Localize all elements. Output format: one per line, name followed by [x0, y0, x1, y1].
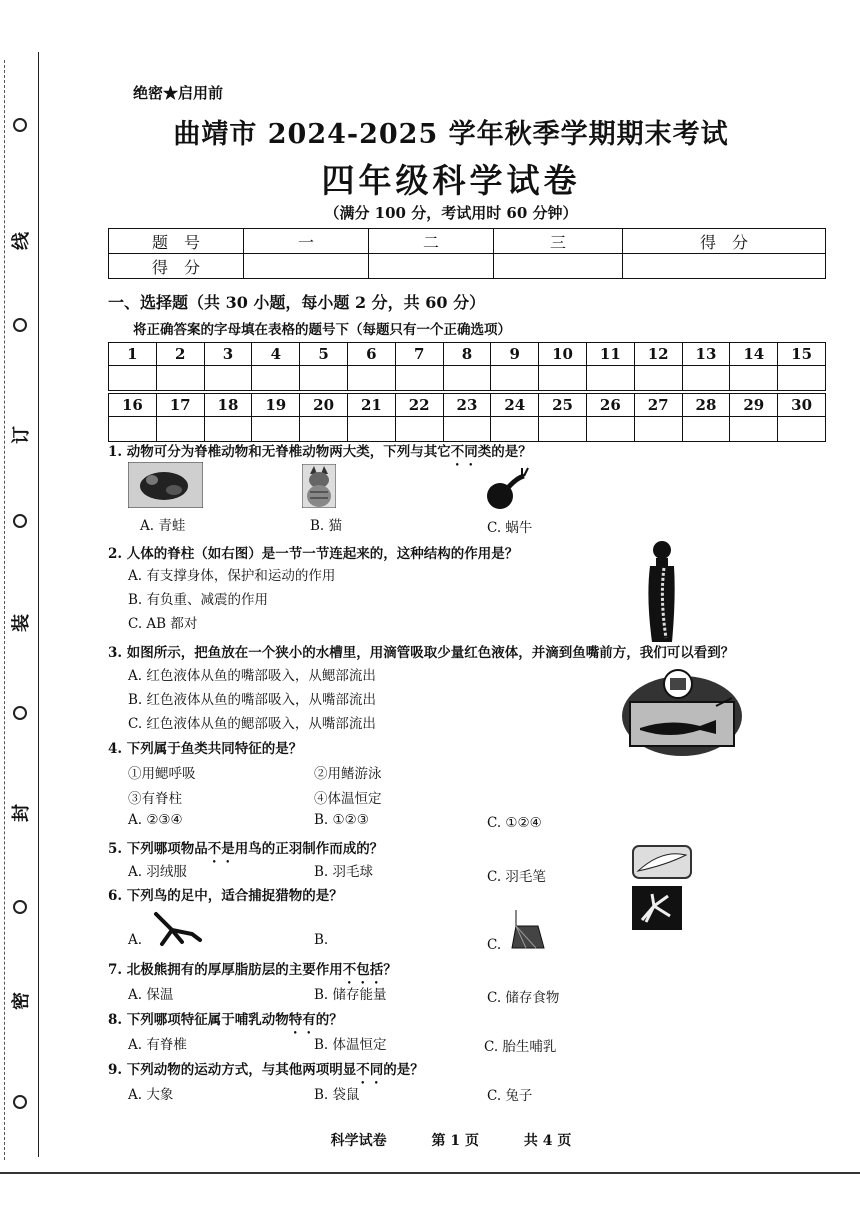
score-header-cell: 得 分 [623, 229, 826, 254]
option-b: B. 储存能量 [314, 987, 387, 1003]
cat-image [302, 464, 336, 508]
question-2: 2. 人体的脊柱（如右图）是一节一节连起来的，这种结构的作用是？ [108, 546, 519, 562]
option-a: A. 保温 [128, 987, 174, 1003]
answer-cell[interactable] [586, 417, 634, 442]
question-text: 8. 下列哪项特征属于哺乳动物 [108, 1012, 289, 1028]
answer-number: 30 [778, 394, 826, 417]
footer-subject: 科学试卷 [330, 1133, 387, 1149]
answer-cell[interactable] [586, 366, 634, 391]
binding-hole-icon [13, 900, 27, 914]
binding-hole-icon [13, 706, 27, 720]
answer-number: 28 [682, 394, 730, 417]
exam-title: 曲靖市 2024-2025 学年秋季学期期末考试 [173, 119, 729, 150]
option-c: C. 胎生哺乳 [484, 1039, 557, 1055]
score-cell[interactable] [369, 254, 494, 279]
answer-number: 18 [204, 394, 252, 417]
option-c: C. [487, 937, 502, 953]
question-text: 1. 动物可分为脊椎动物和无脊椎动物两大类，下列与其它 [108, 444, 451, 460]
question-text: 9. 下列动物的运动方式，与其他两项明显 [108, 1062, 357, 1078]
option-b: B. 体温恒定 [314, 1037, 387, 1053]
exam-subtitle: 四年级科学试卷 [321, 161, 581, 200]
answer-number: 17 [156, 394, 204, 417]
score-header-cell: 题 号 [109, 229, 244, 254]
option-a: A. ②③④ [128, 812, 183, 828]
answer-number: 9 [491, 343, 539, 366]
bird-claw-image-b [632, 886, 682, 930]
score-header-cell: 一 [244, 229, 369, 254]
option-a: A. 羽绒服 [128, 864, 187, 880]
answer-cell[interactable] [204, 366, 252, 391]
option-b: B. 羽毛球 [314, 864, 374, 880]
binding-hole-icon [13, 1095, 27, 1109]
snail-image [484, 466, 532, 512]
answer-number: 10 [539, 343, 587, 366]
score-header-cell: 三 [494, 229, 623, 254]
page-footer [0, 1130, 860, 1150]
answer-number: 4 [252, 343, 300, 366]
answer-number: 2 [156, 343, 204, 366]
answer-cell[interactable] [252, 366, 300, 391]
frog-image [128, 462, 203, 508]
emphasis-text: 特有 [288, 1012, 316, 1028]
statement-3: ③有脊柱 [128, 791, 182, 807]
option-b: B. 红色液体从鱼的嘴部吸入，从嘴部流出 [128, 692, 377, 708]
answer-cell[interactable] [491, 366, 539, 391]
emphasis-text: 不同 [356, 1062, 384, 1078]
option-a: A. 有脊椎 [128, 1037, 187, 1053]
answer-number: 19 [252, 394, 300, 417]
answer-cell[interactable] [204, 417, 252, 442]
option-b: B. 有负重、减震的作用 [128, 592, 269, 608]
answer-number: 6 [347, 343, 395, 366]
question-text: 的？ [315, 1012, 343, 1028]
statement-1: ①用鳃呼吸 [128, 766, 196, 782]
score-cell[interactable] [623, 254, 826, 279]
question-3: 3. 如图所示，把鱼放在一个狭小的水槽里，用滴管吸取少量红色液体，并滴到鱼嘴前方，我们可以看到？ [108, 645, 735, 661]
option-b: B. 猫 [310, 518, 343, 534]
question-text: 的是？ [383, 1062, 424, 1078]
margin-label: 订 [11, 426, 29, 447]
option-a: A. 有支撑身体，保护和运动的作用 [128, 568, 336, 584]
option-c: C. 储存食物 [487, 990, 560, 1006]
answer-cell[interactable] [395, 366, 443, 391]
answer-cell[interactable] [491, 417, 539, 442]
answer-cell[interactable] [682, 417, 730, 442]
answer-number: 8 [443, 343, 491, 366]
question-text: 用鸟的正羽制作而成的？ [234, 841, 384, 857]
footer-total: 共 4 页 [523, 1133, 572, 1149]
confidential-mark: 绝密★启用前 [133, 84, 224, 102]
binding-hole-icon [13, 514, 27, 528]
emphasis-text: 不同 [450, 444, 478, 460]
exam-note: （满分 100 分，考试用时 60 分钟） [324, 204, 578, 222]
answer-number: 20 [300, 394, 348, 417]
answer-cell[interactable] [778, 417, 826, 442]
emphasis-text: 不包括 [342, 962, 384, 978]
statement-2: ②用鳍游泳 [314, 766, 382, 782]
answer-number: 23 [443, 394, 491, 417]
answer-table [108, 342, 826, 442]
answer-cell[interactable] [109, 417, 157, 442]
bottom-rule [0, 1172, 860, 1174]
answer-cell[interactable] [539, 417, 587, 442]
answer-number: 14 [730, 343, 778, 366]
margin-label: 装 [11, 614, 29, 635]
binding-dashed-line [4, 60, 5, 1160]
option-c: C. ①②④ [487, 815, 542, 831]
answer-number: 21 [347, 394, 395, 417]
option-b: B. [314, 932, 329, 948]
question-text: 7. 北极熊拥有的厚厚脂肪层的主要作用 [108, 962, 343, 978]
question-text: 类的是？ [477, 444, 532, 460]
option-b: B. ①②③ [314, 812, 369, 828]
margin-label: 密 [11, 992, 29, 1013]
question-text: ？ [383, 962, 397, 978]
option-b: B. 袋鼠 [314, 1087, 360, 1103]
answer-cell[interactable] [539, 366, 587, 391]
answer-cell[interactable] [300, 366, 348, 391]
option-a: A. 红色液体从鱼的嘴部吸入，从鳃部流出 [128, 668, 376, 684]
question-6: 6. 下列鸟的足中，适合捕捉猎物的是？ [108, 888, 343, 904]
footer-page: 第 1 页 [431, 1133, 479, 1149]
answer-number: 3 [204, 343, 252, 366]
option-c: C. 兔子 [487, 1088, 533, 1104]
answer-number: 15 [778, 343, 826, 366]
answer-cell[interactable] [395, 417, 443, 442]
answer-number: 16 [109, 394, 157, 417]
option-c: C. AB 都对 [128, 616, 198, 632]
answer-cell[interactable] [252, 417, 300, 442]
webbed-foot-image [508, 908, 550, 952]
option-a: A. 青蛙 [140, 518, 186, 534]
answer-number: 7 [395, 343, 443, 366]
answer-cell[interactable] [634, 417, 682, 442]
margin-label: 封 [11, 804, 29, 825]
statement-4: ④体温恒定 [314, 791, 382, 807]
answer-number: 27 [634, 394, 682, 417]
question-text: 5. 下列哪项物品 [108, 841, 208, 857]
answer-cell[interactable] [300, 417, 348, 442]
answer-number: 11 [586, 343, 634, 366]
answer-number: 12 [634, 343, 682, 366]
option-c: C. 红色液体从鱼的鳃部吸入，从嘴部流出 [128, 716, 376, 732]
emphasis-text: 不是 [207, 841, 235, 857]
score-cell[interactable] [244, 254, 369, 279]
option-a: A. [128, 932, 143, 948]
answer-number: 1 [109, 343, 157, 366]
answer-cell[interactable] [443, 366, 491, 391]
score-header-cell: 二 [369, 229, 494, 254]
spine-image [640, 538, 684, 646]
answer-cell[interactable] [109, 366, 157, 391]
answer-cell[interactable] [347, 366, 395, 391]
question-4: 4. 下列属于鱼类共同特征的是？ [108, 741, 303, 757]
answer-cell[interactable] [730, 417, 778, 442]
score-table [108, 228, 826, 279]
binding-hole-icon [13, 318, 27, 332]
eagle-claw-image [152, 910, 204, 948]
option-c: C. 蜗牛 [487, 520, 533, 536]
answer-number: 29 [730, 394, 778, 417]
answer-cell[interactable] [443, 417, 491, 442]
answer-number: 5 [300, 343, 348, 366]
option-a: A. 大象 [128, 1087, 174, 1103]
answer-cell[interactable] [730, 366, 778, 391]
answer-cell[interactable] [156, 417, 204, 442]
answer-number: 24 [491, 394, 539, 417]
answer-cell[interactable] [634, 366, 682, 391]
answer-number: 13 [682, 343, 730, 366]
fish-tank-image [620, 668, 745, 758]
answer-cell[interactable] [156, 366, 204, 391]
section-title: 一、选择题（共 30 小题，每小题 2 分，共 60 分） [108, 293, 486, 312]
feather-pen-image [632, 845, 692, 879]
answer-cell[interactable] [347, 417, 395, 442]
option-c: C. 羽毛笔 [487, 869, 546, 885]
section-instruction: 将正确答案的字母填在表格的题号下（每题只有一个正确选项） [133, 322, 511, 338]
margin-label: 线 [11, 232, 29, 253]
answer-cell[interactable] [778, 366, 826, 391]
answer-cell[interactable] [682, 366, 730, 391]
answer-number: 25 [539, 394, 587, 417]
score-cell[interactable] [494, 254, 623, 279]
score-row-label: 得 分 [109, 254, 244, 279]
answer-number: 22 [395, 394, 443, 417]
answer-number: 26 [586, 394, 634, 417]
